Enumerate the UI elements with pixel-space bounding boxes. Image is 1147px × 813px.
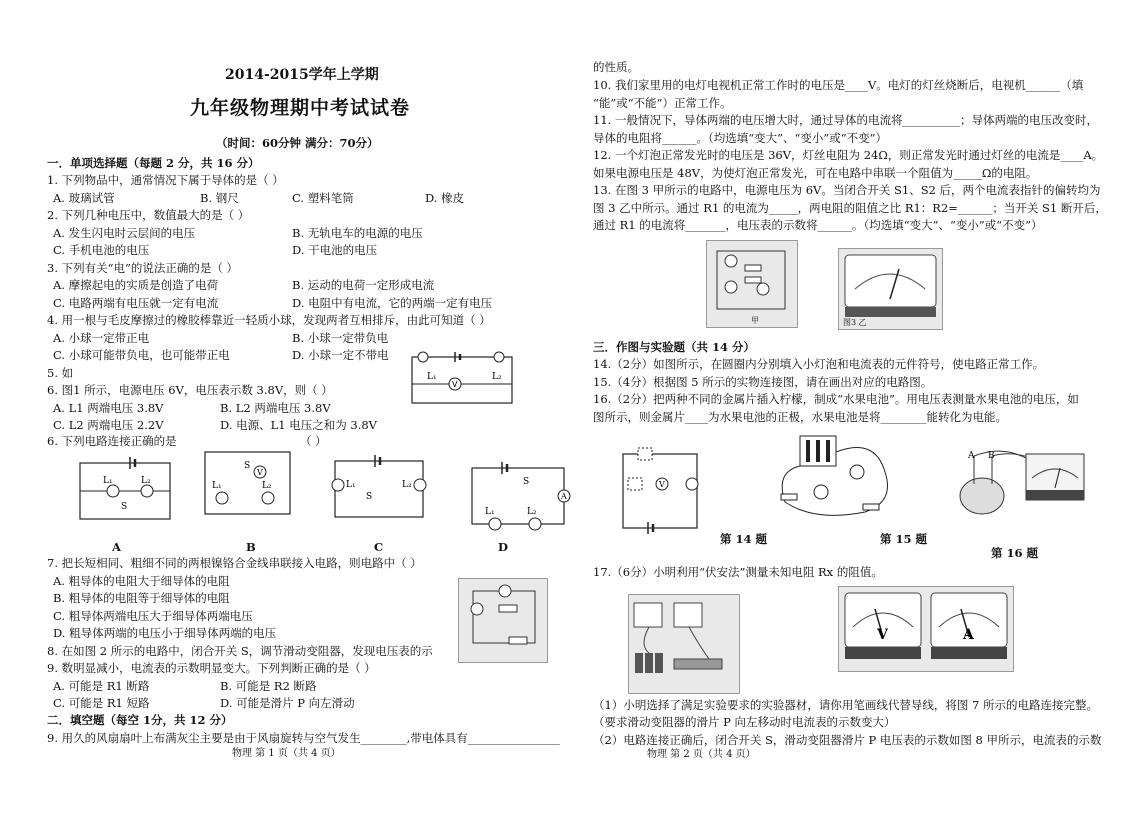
question-6-paren: （ ） bbox=[300, 434, 327, 448]
question-17-part-1-cont: （要求滑动变阻器的滑片 P 向左移动时电流表的示数变大） bbox=[593, 715, 896, 729]
q4-option-d: D. 小球一定不带电 bbox=[292, 348, 389, 362]
svg-text:A: A bbox=[963, 627, 974, 643]
question-12: 12. 一个灯泡正常发光时的电压是 36V，灯丝电阻为 24Ω，则正常发光时通过灯丝的电流是____A。 bbox=[593, 148, 1104, 162]
section-3-heading: 三．作图与实验题（共 14 分） bbox=[593, 340, 756, 354]
question-5-body: 6. 图1 所示，电源电压 6V，电压表示数 3.8V，则（ ） bbox=[47, 383, 333, 397]
figure-7-photo bbox=[628, 594, 740, 694]
label-c: C bbox=[374, 540, 384, 554]
svg-text:L₁: L₁ bbox=[103, 476, 113, 486]
q1-option-d: D. 橡皮 bbox=[425, 191, 465, 205]
svg-text:A: A bbox=[968, 451, 975, 461]
circuit-d bbox=[467, 462, 577, 532]
question-13-cont1: 图 3 乙中所示。通过 R1 的电流为_____，两电阻的阻值之比 R1：R2=______；当开关 S1 断开后， bbox=[593, 201, 1107, 215]
q7-option-d: D. 粗导体两端的电压小于细导体两端的电压 bbox=[53, 626, 277, 640]
q3-option-a: A. 摩擦起电的实质是创造了电荷 bbox=[53, 278, 219, 292]
svg-text:L₂: L₂ bbox=[402, 480, 412, 490]
section-1-heading: 一．单项选择题（每题 2 分，共 16 分） bbox=[47, 156, 260, 170]
figure-8-meters bbox=[839, 587, 1013, 671]
circuit-a bbox=[75, 455, 175, 525]
question-17: 17.（6分）小明利用“伏安法”测量未知电阻 Rx 的阻值。 bbox=[593, 565, 883, 579]
q5-option-b: B. L2 两端电压 3.8V bbox=[220, 401, 331, 415]
q3-option-b: B. 运动的电荷一定形成电流 bbox=[292, 278, 435, 292]
circuit-b bbox=[200, 448, 295, 523]
q1-option-c: C. 塑料笔筒 bbox=[292, 191, 354, 205]
figure-2-photo bbox=[458, 578, 548, 663]
question-9-fill: 9. 用久的风扇扇叶上布满灰尘主要是由于风扇旋转与空气发生________,带电体具有________________ bbox=[47, 731, 560, 745]
question-16: 16.（2分）把两种不同的金属片插入柠檬，制成“水果电池”。用电压表测量水果电池的电压，如 bbox=[593, 392, 1079, 406]
figure-14-circuit bbox=[618, 448, 708, 538]
svg-text:S: S bbox=[366, 492, 373, 502]
question-8: 8. 在如图 2 所示的电路中，闭合开关 S，调节滑动变阻器，发现电压表的示 bbox=[47, 644, 433, 658]
question-9: 9. 数明显减小，电流表的示数明显变大。下列判断正确的是（ ） bbox=[47, 661, 376, 675]
label-a: A bbox=[112, 540, 121, 554]
svg-text:A: A bbox=[561, 492, 567, 501]
q4-option-b: B. 小球一定带负电 bbox=[292, 331, 389, 345]
q2-option-c: C. 手机电池的电压 bbox=[53, 243, 150, 257]
figure-2-circuit bbox=[459, 579, 547, 662]
svg-text:L₁: L₁ bbox=[346, 480, 356, 490]
svg-text:S: S bbox=[121, 502, 128, 512]
exam-title: 九年级物理期中考试试卷 bbox=[190, 97, 411, 119]
question-7: 7. 把长短相同、粗细不同的两根镍铬合金线串联接入电路，则电路中（ ） bbox=[47, 556, 422, 570]
question-16-cont: 图所示，则金属片____为水果电池的正极，水果电池是将________能转化为电能。 bbox=[593, 410, 1007, 424]
svg-text:V: V bbox=[452, 380, 458, 389]
question-11: 11. 一般情况下，导体两端的电压增大时，通过导体的电流将__________；导体两端的电压改变时， bbox=[593, 113, 1098, 127]
page-1-footer: 物理 第 1 页（共 4 页） bbox=[232, 748, 341, 759]
figure-3-caption-b: 图3 乙 bbox=[843, 318, 867, 327]
q5-option-a: A. L1 两端电压 3.8V bbox=[53, 401, 164, 415]
svg-text:V: V bbox=[659, 480, 665, 489]
q7-option-b: B. 粗导体的电阻等于细导体的电阻 bbox=[53, 591, 230, 605]
q4-option-c: C. 小球可能带负电，也可能带正电 bbox=[53, 348, 230, 362]
svg-text:S: S bbox=[523, 477, 530, 487]
q5-option-c: C. L2 两端电压 2.2V bbox=[53, 418, 164, 432]
question-6: 6. 下列电路连接正确的是 bbox=[47, 434, 177, 448]
q1-option-b: B. 钢尺 bbox=[200, 191, 239, 205]
question-12-cont: 如果电源电压是 48V，为使灯泡正常发光，可在电路中串联一个阻值为_____Ω的电阻。 bbox=[593, 166, 1038, 180]
svg-text:L₂: L₂ bbox=[527, 507, 537, 517]
line-r0: 的性质。 bbox=[593, 60, 639, 74]
label-b: B bbox=[246, 540, 256, 554]
caption-q14: 第 14 题 bbox=[720, 532, 768, 546]
question-10-cont: “能”或“不能”）正常工作。 bbox=[593, 96, 732, 110]
question-17-part-2: （2）电路连接正确后，闭合开关 S，滑动变阻器滑片 P 电压表的示数如图 8 甲所示，电流表的示数 bbox=[593, 733, 1102, 747]
q7-option-c: C. 粗导体两端电压大于细导体两端电压 bbox=[53, 609, 253, 623]
question-5: 5. 如 bbox=[47, 366, 74, 380]
exam-meta: （时间：60分钟 满分：70分） bbox=[216, 136, 379, 150]
q4-option-a: A. 小球一定带正电 bbox=[53, 331, 150, 345]
q2-option-a: A. 发生闪电时云层间的电压 bbox=[53, 226, 196, 240]
svg-text:L₁: L₁ bbox=[427, 372, 437, 382]
svg-text:L₁: L₁ bbox=[212, 481, 222, 491]
q9-option-c: C. 可能是 R1 短路 bbox=[53, 696, 150, 710]
question-14: 14.（2分）如图所示，在圆圈内分别填入小灯泡和电流表的元件符号，使电路正常工作。 bbox=[593, 357, 1045, 371]
svg-text:V: V bbox=[257, 468, 263, 477]
svg-text:L₂: L₂ bbox=[492, 372, 502, 382]
figure-8-meters-photo bbox=[838, 586, 1014, 672]
figure-15-physical bbox=[775, 432, 905, 527]
question-1: 1. 下列物品中，通常情况下属于导体的是（ ） bbox=[47, 173, 284, 187]
question-15: 15.（4分）根据图 5 所示的实物连接图，请在画出对应的电路图。 bbox=[593, 375, 933, 389]
caption-q16: 第 16 题 bbox=[991, 546, 1039, 560]
figure-1-circuit bbox=[407, 352, 517, 412]
q1-option-a: A. 玻璃试管 bbox=[53, 191, 115, 205]
svg-text:S: S bbox=[244, 461, 251, 471]
q5-option-d: D. 电源、L1 电压之和为 3.8V bbox=[220, 418, 377, 432]
svg-text:L₂: L₂ bbox=[141, 476, 151, 486]
q9-option-d: D. 可能是滑片 P 向左滑动 bbox=[220, 696, 355, 710]
q9-option-a: A. 可能是 R1 断路 bbox=[53, 679, 150, 693]
caption-q15: 第 15 题 bbox=[880, 532, 928, 546]
svg-text:L₂: L₂ bbox=[262, 481, 272, 491]
figure-7-circuit bbox=[629, 595, 739, 693]
question-10: 10. 我们家里用的电灯电视机正常工作时的电压是____V。电灯的灯丝烧断后，电视机______（填 bbox=[593, 78, 1084, 92]
svg-text:L₁: L₁ bbox=[485, 507, 495, 517]
figure-3-ammeter-photo bbox=[838, 248, 943, 330]
svg-text:B: B bbox=[988, 451, 995, 461]
figure-3-caption-a: 甲 bbox=[751, 316, 759, 325]
figure-16-lemon-battery bbox=[940, 448, 1110, 528]
label-d: D bbox=[498, 540, 508, 554]
svg-text:V: V bbox=[877, 627, 888, 643]
question-4: 4. 用一根与毛皮摩擦过的橡胶棒靠近一轻质小球，发现两者互相排斥，由此可知道（ ） bbox=[47, 313, 491, 327]
q9-option-b: B. 可能是 R2 断路 bbox=[220, 679, 317, 693]
circuit-c bbox=[330, 455, 430, 525]
q7-option-a: A. 粗导体的电阻大于细导体的电阻 bbox=[53, 574, 230, 588]
q2-option-b: B. 无轨电车的电源的电压 bbox=[292, 226, 423, 240]
q3-option-c: C. 电路两端有电压就一定有电流 bbox=[53, 296, 219, 310]
page-2-footer: 物理 第 2 页（共 4 页） bbox=[647, 749, 756, 760]
section-2-heading: 二．填空题（每空 1分，共 12 分） bbox=[47, 713, 233, 727]
question-3: 3. 下列有关“电”的说法正确的是（ ） bbox=[47, 261, 239, 275]
question-11-cont: 导体的电阻将______。（均选填“变大”、“变小”或“不变”） bbox=[593, 131, 888, 145]
question-13-cont2: 通过 R1 的电流将_______，电压表的示数将______。（均选填“变大”、“变小”或“不变”） bbox=[593, 218, 1043, 232]
q3-option-d: D. 电阻中有电流，它的两端一定有电压 bbox=[292, 296, 493, 310]
question-17-part-1: （1）小明选择了满足实验要求的实验器材，请你用笔画线代替导线，将图 7 所示的电路连接完整。 bbox=[593, 698, 1098, 712]
question-2: 2. 下列几种电压中，数值最大的是（ ） bbox=[47, 208, 250, 222]
question-13: 13. 在图 3 甲所示的电路中，电源电压为 6V。当闭合开关 S1、S2 后，两个电流表指针的偏转均为 bbox=[593, 183, 1101, 197]
exam-year: 2014-2015学年上学期 bbox=[225, 67, 379, 83]
figure-3-circuit-photo bbox=[706, 240, 798, 328]
q2-option-d: D. 干电池的电压 bbox=[292, 243, 378, 257]
